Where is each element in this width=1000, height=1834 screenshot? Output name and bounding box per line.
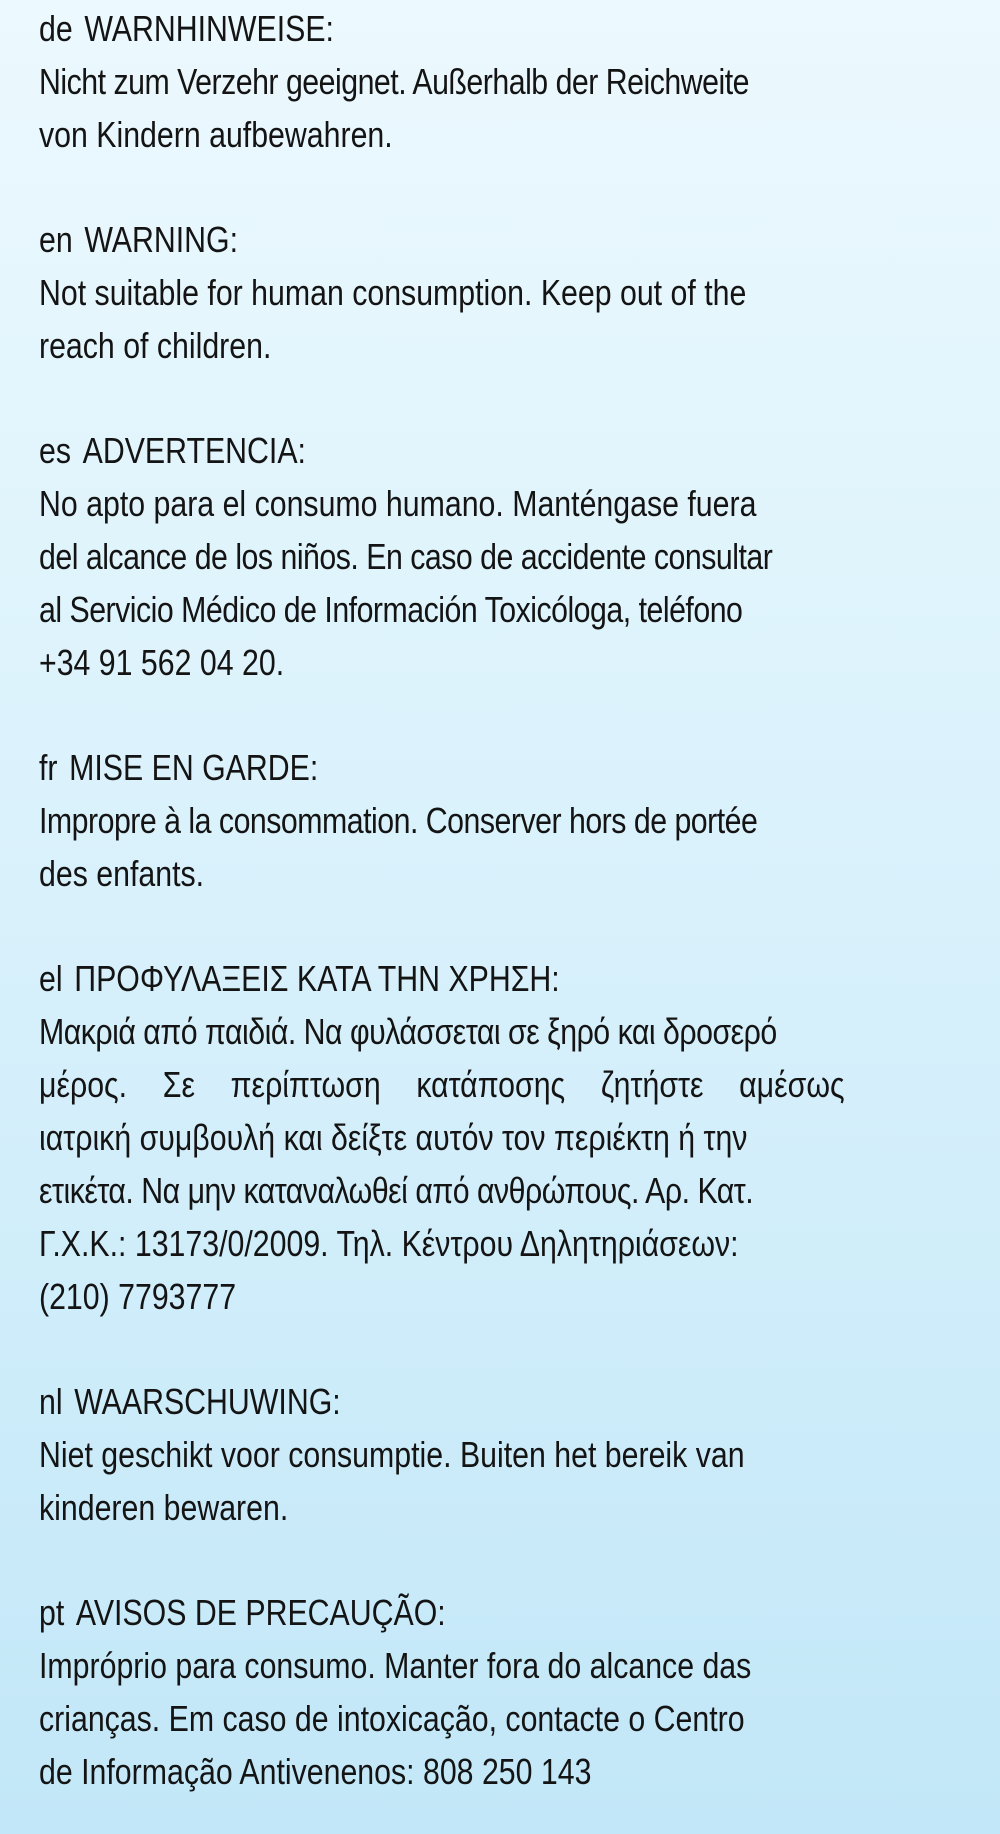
warning-section-de: [39, 2, 960, 161]
language-code: es: [39, 430, 72, 471]
body-line: +34 91 562 04 20.: [39, 642, 285, 683]
body-line: μέρος. Σε περίπτωση κατάποσης ζητήστε αμέσως: [39, 1064, 845, 1105]
section-heading: [39, 1586, 803, 1639]
heading-text: MISE EN GARDE:: [69, 747, 319, 788]
heading-text: WARNING:: [84, 219, 239, 260]
body-line: Impropre à la consommation. Conserver hors de portée: [39, 800, 758, 841]
body-line: reach of children.: [39, 325, 272, 366]
heading-text: WARNHINWEISE:: [84, 8, 334, 49]
warning-section-nl: [39, 1375, 960, 1534]
body-line: al Servicio Médico de Información Toxicóloga, teléfono: [39, 589, 743, 630]
section-heading: [39, 741, 803, 794]
body-line: crianças. Em caso de intoxicação, contacte o Centro: [39, 1698, 745, 1739]
section-heading: [39, 2, 803, 55]
body-line: No apto para el consumo humano. Manténgase fuera: [39, 483, 757, 524]
heading-text: AVISOS DE PRECAUÇÃO:: [75, 1592, 446, 1633]
body-line: Not suitable for human consumption. Keep out of the: [39, 272, 747, 313]
warning-section-es: [39, 424, 960, 689]
body-line: von Kindern aufbewahren.: [39, 114, 393, 155]
body-line: Μακριά από παιδιά. Να φυλάσσεται σε ξηρό και δροσερό: [39, 1011, 777, 1052]
language-code: pt: [39, 1592, 65, 1633]
body-line: des enfants.: [39, 853, 205, 894]
section-heading: [39, 424, 803, 477]
body-line: kinderen bewaren.: [39, 1487, 289, 1528]
body-line: Nicht zum Verzehr geeignet. Außerhalb der Reichweite: [39, 61, 749, 102]
body-line: Impróprio para consumo. Manter fora do alcance das: [39, 1645, 752, 1686]
body-line: ετικέτα. Να μην καταναλωθεί από ανθρώπους. Αρ. Κατ.: [39, 1170, 754, 1211]
warning-section-en: [39, 213, 960, 372]
heading-text: WAARSCHUWING:: [74, 1381, 341, 1422]
section-heading: [39, 1375, 803, 1428]
heading-text: ADVERTENCIA:: [82, 430, 306, 471]
body-line: Γ.Χ.Κ.: 13173/0/2009. Τηλ. Κέντρου Δηλητηριάσεων:: [39, 1223, 739, 1264]
warning-section-el: [39, 952, 960, 1323]
language-code: fr: [39, 747, 58, 788]
language-code: de: [39, 8, 73, 49]
language-code: el: [39, 958, 63, 999]
warning-section-pt: [39, 1586, 960, 1798]
body-line: (210) 7793777: [39, 1276, 237, 1317]
body-line: de Informação Antivenenos: 808 250 143: [39, 1751, 592, 1792]
warning-section-fr: [39, 741, 960, 900]
language-code: nl: [39, 1381, 63, 1422]
section-heading: [39, 952, 803, 1005]
body-line: ιατρική συμβουλή και δείξτε αυτόν τον περιέκτη ή την: [39, 1117, 748, 1158]
body-line: del alcance de los niños. En caso de accidente consultar: [39, 536, 773, 577]
language-code: en: [39, 219, 73, 260]
heading-text: ΠΡΟΦΥΛΑΞΕΙΣ ΚΑΤΑ ΤΗΝ ΧΡΗΣΗ:: [74, 958, 560, 999]
section-heading: [39, 213, 803, 266]
body-line: Niet geschikt voor consumptie. Buiten het bereik van: [39, 1434, 745, 1475]
